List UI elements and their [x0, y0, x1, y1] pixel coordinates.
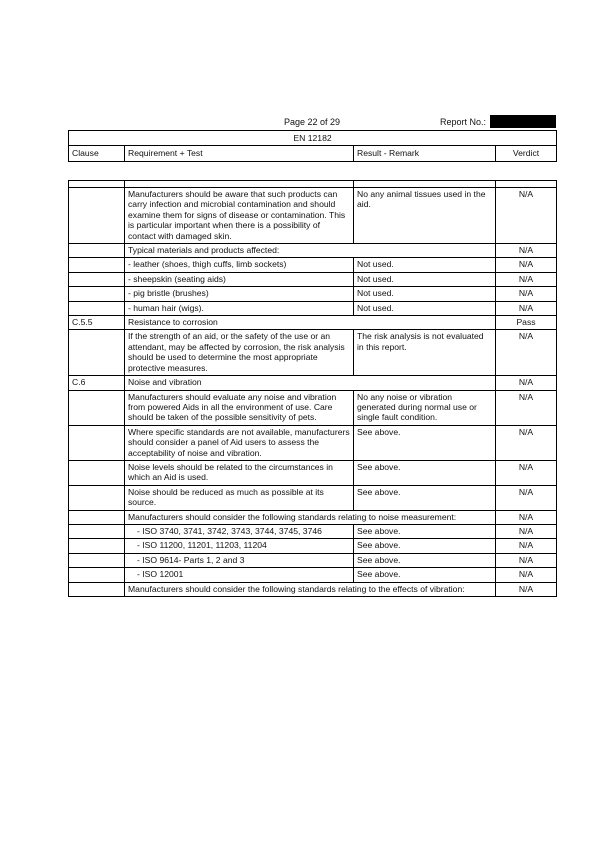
result-cell: See above. — [354, 568, 496, 582]
result-cell: See above. — [354, 425, 496, 460]
column-header-verdict: Verdict — [496, 146, 557, 161]
requirement-cell: Manufacturers should be aware that such products can carry infection and microbial contamination and should examine them for signs of disease or contamination. This is particular important when there is a possibility of contact with damaged skin. — [125, 188, 354, 244]
clause-cell — [69, 582, 125, 596]
clause-cell — [69, 524, 125, 538]
table-row — [69, 524, 557, 538]
verdict-cell: N/A — [496, 425, 557, 460]
requirement-cell: Manufacturers should consider the following standards relating to noise measurement: — [125, 510, 496, 524]
clause-cell — [69, 568, 125, 582]
verdict-cell: N/A — [496, 390, 557, 425]
result-cell: Not used. — [354, 258, 496, 272]
clause-cell — [69, 188, 125, 244]
verdict-cell: N/A — [496, 258, 557, 272]
table-row — [69, 258, 557, 272]
table-row — [69, 330, 557, 376]
verdict-cell: N/A — [496, 330, 557, 376]
clause-cell — [69, 539, 125, 553]
table-row — [69, 376, 557, 390]
table-row — [69, 287, 557, 301]
result-cell: No any noise or vibration generated during normal use or single fault condition. — [354, 390, 496, 425]
table-row — [69, 510, 557, 524]
verdict-cell: N/A — [496, 485, 557, 510]
verdict-cell: N/A — [496, 272, 557, 286]
page-header — [0, 115, 600, 129]
clause-cell — [69, 301, 125, 315]
clause-cell — [69, 258, 125, 272]
clause-cell: C.6 — [69, 376, 125, 390]
clause-cell — [69, 425, 125, 460]
result-cell: See above. — [354, 460, 496, 485]
result-cell: See above. — [354, 539, 496, 553]
clause-cell — [69, 272, 125, 286]
requirement-cell: - ISO 3740, 3741, 3742, 3743, 3744, 3745, 3746 — [125, 524, 354, 538]
requirement-cell: - human hair (wigs). — [125, 301, 354, 315]
requirement-cell: Noise levels should be related to the circumstances in which an Aid is used. — [125, 460, 354, 485]
requirement-cell: Where specific standards are not available, manufacturers should consider a panel of Aid users to assess the acceptability of noise and vibration. — [125, 425, 354, 460]
result-cell: See above. — [354, 553, 496, 567]
table-row — [69, 485, 557, 510]
clause-cell — [69, 390, 125, 425]
result-cell: See above. — [354, 485, 496, 510]
clause-cell — [69, 287, 125, 301]
requirement-cell: If the strength of an aid, or the safety of the use or an attendant, may be affected by corrosion, the risk analysis should be used to determine the most appropriate protective measures. — [125, 330, 354, 376]
requirement-cell: - ISO 12001 — [125, 568, 354, 582]
verdict-cell: N/A — [496, 301, 557, 315]
report-number-label: Report No.: — [440, 117, 487, 127]
result-cell: Not used. — [354, 272, 496, 286]
table-row — [69, 390, 557, 425]
table-row — [69, 460, 557, 485]
clause-cell — [69, 510, 125, 524]
verdict-cell: N/A — [496, 524, 557, 538]
table-row — [69, 582, 557, 596]
clause-cell — [69, 553, 125, 567]
table-row — [69, 244, 557, 258]
requirement-cell: Typical materials and products affected: — [125, 244, 496, 258]
table-row — [69, 188, 557, 244]
verdict-cell: N/A — [496, 188, 557, 244]
result-cell: See above. — [354, 524, 496, 538]
table-row — [69, 568, 557, 582]
header-table — [68, 130, 557, 162]
requirement-cell: - leather (shoes, thigh cuffs, limb sockets) — [125, 258, 354, 272]
column-header-clause: Clause — [69, 146, 125, 161]
verdict-cell: N/A — [496, 244, 557, 258]
verdict-cell: N/A — [496, 582, 557, 596]
column-header-result: Result - Remark — [354, 146, 496, 161]
table-row — [69, 316, 557, 330]
verdict-cell: N/A — [496, 287, 557, 301]
requirement-cell: Manufacturers should evaluate any noise and vibration from powered Aids in all the environment of use. Care should be taken of the possible sensitivity of pets. — [125, 390, 354, 425]
clause-cell — [69, 460, 125, 485]
standard-title: EN 12182 — [69, 131, 557, 146]
clause-cell — [69, 485, 125, 510]
verdict-cell: Pass — [496, 316, 557, 330]
verdict-cell: N/A — [496, 510, 557, 524]
result-cell: Not used. — [354, 287, 496, 301]
requirement-cell: - ISO 9614- Parts 1, 2 and 3 — [125, 553, 354, 567]
column-header-requirement: Requirement + Test — [125, 146, 354, 161]
requirement-cell: - pig bristle (brushes) — [125, 287, 354, 301]
report-number-redaction — [490, 115, 556, 128]
verdict-cell: N/A — [496, 553, 557, 567]
requirement-cell: Manufacturers should consider the following standards relating to the effects of vibration: — [125, 582, 496, 596]
result-cell: The risk analysis is not evaluated in this report. — [354, 330, 496, 376]
table-row — [69, 539, 557, 553]
clause-cell: C.5.5 — [69, 316, 125, 330]
table-row — [69, 301, 557, 315]
result-cell: No any animal tissues used in the aid. — [354, 188, 496, 244]
verdict-cell: N/A — [496, 460, 557, 485]
table-row — [69, 553, 557, 567]
requirement-cell: - ISO 11200, 11201, 11203, 11204 — [125, 539, 354, 553]
clause-cell — [69, 330, 125, 376]
clause-cell — [69, 244, 125, 258]
verdict-cell: N/A — [496, 376, 557, 390]
requirements-table — [68, 180, 557, 597]
requirement-cell: Resistance to corrosion — [125, 316, 496, 330]
verdict-cell: N/A — [496, 539, 557, 553]
table-row — [69, 425, 557, 460]
table-row — [69, 272, 557, 286]
requirement-cell: - sheepskin (seating aids) — [125, 272, 354, 286]
result-cell: Not used. — [354, 301, 496, 315]
requirement-cell: Noise should be reduced as much as possible at its source. — [125, 485, 354, 510]
page-number: Page 22 of 29 — [284, 117, 341, 127]
requirement-cell: Noise and vibration — [125, 376, 496, 390]
verdict-cell: N/A — [496, 568, 557, 582]
